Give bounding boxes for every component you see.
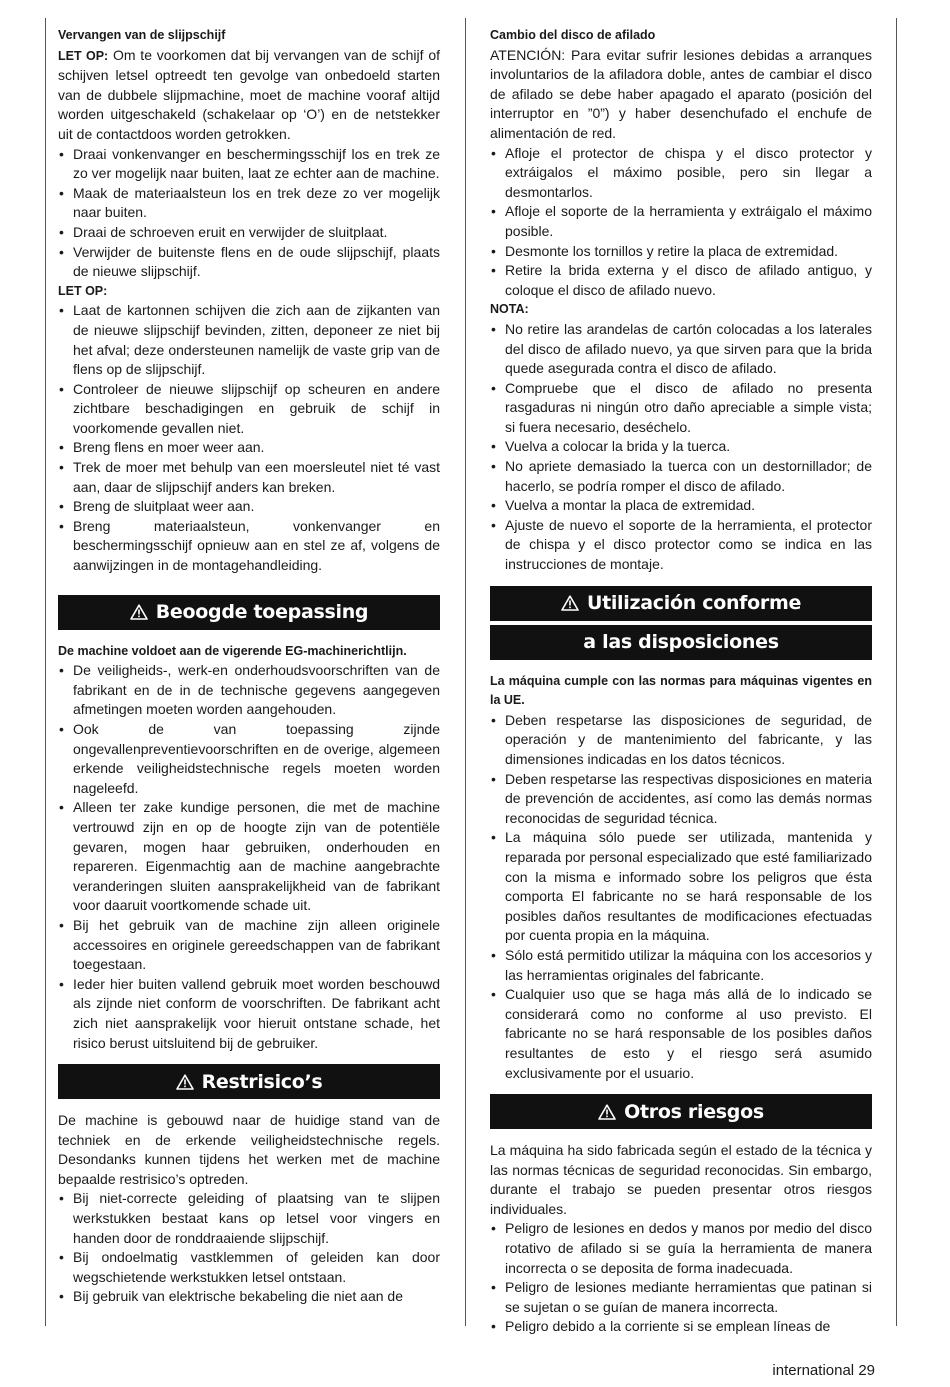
list-item: • Breng flens en moer weer aan. [58,438,440,458]
list-item: • Alleen ter zake kundige personen, die met de machine vertrouwd zijn en op de hoogte zijn van de potentiële gevaren, mogen haar gebruiken, onderhouden en repareren. Eigenmachtig aan de machine aangebrachte veranderingen sluiten aansprakelijkheid van de fabrikant voor daaruit voortkomende schade uit. [58,798,440,916]
section-intro: De machine is gebouwd naar de huidige stand van de techniek en de erkende veiligheidstechnische regels. Desondanks kunnen tijdens het werken met de machine bepaalde restrisico’s optreden. [58,1112,440,1187]
warning-triangle-icon [176,1074,194,1090]
list-item: • Ook de van toepassing zijnde ongevallenpreventievoorschriften en de overige, algemeen erkende veiligheidstechnische regels moeten worden nageleefd. [58,720,440,798]
section-lead: De machine voldoet aan de vigerende EG-machinerichtlijn. [58,643,407,658]
heading-text: a las disposiciones [583,631,779,654]
page-footer [772,1362,875,1379]
right-margin-rule [896,18,897,1326]
caution-label-2: LET OP: [58,283,108,298]
warning-triangle-icon [130,604,148,620]
list-item: • Laat de kartonnen schijven die zich aan de zijkanten van de nieuwe slijpschijf bevinden, zitten, deponeer ze niet bij het afval; deze ondersteunen namelijk de vaste grip van de flens op de slijpschijf. [58,301,440,379]
list-item: • Breng de sluitplaat weer aan. [58,497,440,517]
list-item: • No retire las arandelas de cartón colocadas a los laterales del disco de afilado nuevo, ya que sirven para que la brida quede asegurada contra el disco de afilado. [490,320,872,379]
caution-paragraph [58,46,440,145]
list-item: • Ieder hier buiten vallend gebruik moet worden beschouwd als zijnde niet conform de voorschriften. De fabrikant acht zich niet aansprakelijk voor hieruit ontstane schade, het risico berust uitsluitend bij de gebruiker. [58,975,440,1053]
list-item: • Ajuste de nuevo el soporte de la herramienta, el protector de chispa y el disco protector como se indica en las instrucciones de montaje. [490,516,872,575]
list-item: • Deben respetarse las disposiciones de seguridad, de operación y de mantenimiento del fabricante, y las dimensiones indicadas en los datos técnicos. [490,711,872,770]
list-item: • Bij niet-correcte geleiding of plaatsing van te slijpen werkstukken bestaat kans op letsel voor vingers en handen door de ronddraaiende slijpschijf. [58,1189,440,1248]
list-item: • Afloje el soporte de la herramienta y extráigalo el máximo posible. [490,202,872,241]
list-item: • Trek de moer met behulp van een moersleutel niet té vast aan, daar de slijpschijf anders kan breken. [58,458,440,497]
list-item: • Draai de schroeven eruit en verwijder de sluitplaat. [58,223,440,243]
list-item: • Compruebe que el disco de afilado no presenta rasgaduras ni ningún otro daño apreciable a simple vista; si fuera necesario, deséchelo. [490,379,872,438]
note-label: NOTA: [490,302,529,317]
column-spanish [490,26,872,1337]
intended-use-list [490,711,872,1083]
caution-text: Om te voorkomen dat bij vervangen van de schijf of schijven letsel optreedt ten gevolge van onbedoeld starten van de dubbele slijpmachine, moet de machine vooraf altijd worden uitgeschakeld (schakelaar op ‘O’) en de netstekker uit de contactdoos worden getrokken. [58,46,440,142]
left-margin-rule [45,18,46,1326]
column-dutch [58,26,440,1307]
list-item: • Maak de materiaalsteun los en trek deze zo ver mogelijk naar buiten. [58,184,440,223]
list-item: • No apriete demasiado la tuerca con un destornillador; de hacerlo, se podría romper el disco de afilado. [490,457,872,496]
replace-steps-list [58,145,440,282]
list-item: • Sólo está permitido utilizar la máquina con los accesorios y las herramientas originales del fabricante. [490,946,872,985]
replace-notes-list [58,301,440,575]
list-item: • Vuelva a colocar la brida y la tuerca. [490,437,872,457]
section-title-replace-disc: Cambio del disco de afilado [490,28,656,42]
list-item: • Desmonte los tornillos y retire la placa de extremidad. [490,242,872,262]
column-divider-rule [465,18,466,1326]
page-number: 29 [858,1362,875,1379]
list-item: • Vuelva a montar la placa de extremidad. [490,496,872,516]
list-item: • Bij gebruik van elektrische bekabeling die niet aan de [58,1287,440,1307]
section-lead: La máquina cumple con las normas para máquinas vigentes en la UE. [490,673,872,708]
footer-section-label: international [772,1362,855,1379]
list-item: • Peligro debido a la corriente si se emplean líneas de [490,1317,872,1337]
section-heading-intended-use-line2 [490,625,872,660]
section-intro: La máquina ha sido fabricada según el estado de la técnica y las normas técnicas de seguridad reconocidas. Sin embargo, durante el trabajo se pueden presentar otros riesgos individuales. [490,1142,872,1217]
replace-notes-list [490,320,872,575]
list-item: • De veiligheids-, werk-en onderhoudsvoorschriften van de fabrikant en de in de technische gegevens aangegeven afmetingen moeten worden aangehouden. [58,661,440,720]
list-item: • Peligro de lesiones mediante herramientas que patinan si se sujetan o se guían de manera incorrecta. [490,1278,872,1317]
list-item: • Bij ondoelmatig vastklemmen of geleiden kan door wegschietende werkstukken letsel ontstaan. [58,1248,440,1287]
other-risks-list [490,1219,872,1337]
list-item: • Controleer de nieuwe slijpschijf op scheuren en andere zichtbare beschadigingen en gebruik de schijf in voorkomende gevallen niet. [58,380,440,439]
list-item: • Retire la brida externa y el disco de afilado antiguo, y coloque el disco de afilado nuevo. [490,261,872,300]
list-item: • Afloje el protector de chispa y el disco protector y extráigalos el máximo posible, pero sin llegar a desmontarlos. [490,144,872,203]
warning-triangle-icon [561,595,579,611]
intended-use-list [58,661,440,1053]
list-item: • Cualquier uso que se haga más allá de lo indicado se considerará como no conforme al uso previsto. El fabricante no se hará responsable de los posibles daños resultantes de esto y el riesgo será asumido exclusivamente por el usuario. [490,985,872,1083]
list-item: • Breng materiaalsteun, vonkenvanger en beschermingsschijf opnieuw aan en stel ze af, volgens de aanwijzingen in de montagehandleiding. [58,517,440,576]
heading-text: Utilización conforme [586,592,802,615]
heading-text: Otros riesgos [624,1100,764,1123]
residual-risks-list [58,1189,440,1307]
section-heading-intended-use [490,586,872,621]
replace-steps-list [490,144,872,301]
caution-paragraph: ATENCIÓN: Para evitar sufrir lesiones debidas a arranques involuntarios de la afiladora doble, antes de cambiar el disco de afilado se debe haber apagado el aparato (posición del interruptor en ”0”) y haber desenchufado el enchufe de alimentación de red. [490,46,872,141]
caution-label: LET OP: [58,48,109,63]
list-item: • Bij het gebruik van de machine zijn alleen originele accessoires en originele gereedschappen van de fabrikant toegestaan. [58,916,440,975]
list-item: • Draai vonkenvanger en beschermingsschijf los en trek ze zo ver mogelijk naar buiten, laat ze echter aan de machine. [58,145,440,184]
list-item: • Deben respetarse las respectivas disposiciones en materia de prevención de accidentes, así como las demás normas reconocidas de seguridad técnica. [490,770,872,829]
heading-text: Restrisico’s [201,1070,323,1093]
section-heading-residual-risks [58,1064,440,1099]
list-item: • Verwijder de buitenste flens en de oude slijpschijf, plaats de nieuwe slijpschijf. [58,243,440,282]
list-item: • Peligro de lesiones en dedos y manos por medio del disco rotativo de afilado si se guía la herramienta de manera incorrecta o se deposita de forma inadecuada. [490,1219,872,1278]
heading-text: Beoogde toepassing [155,601,369,624]
section-heading-other-risks [490,1094,872,1129]
section-title-replace-disc: Vervangen van de slijpschijf [58,28,226,42]
section-heading-intended-use [58,595,440,630]
warning-triangle-icon [598,1104,616,1120]
list-item: • La máquina sólo puede ser utilizada, mantenida y reparada por personal especializado que esté familiarizado con la misma e informado sobre los peligros que ésta comporta El fabricante no se hará responsable de los posibles daños resultantes de modificaciones efectuadas por cuenta propia en la máquina. [490,828,872,946]
